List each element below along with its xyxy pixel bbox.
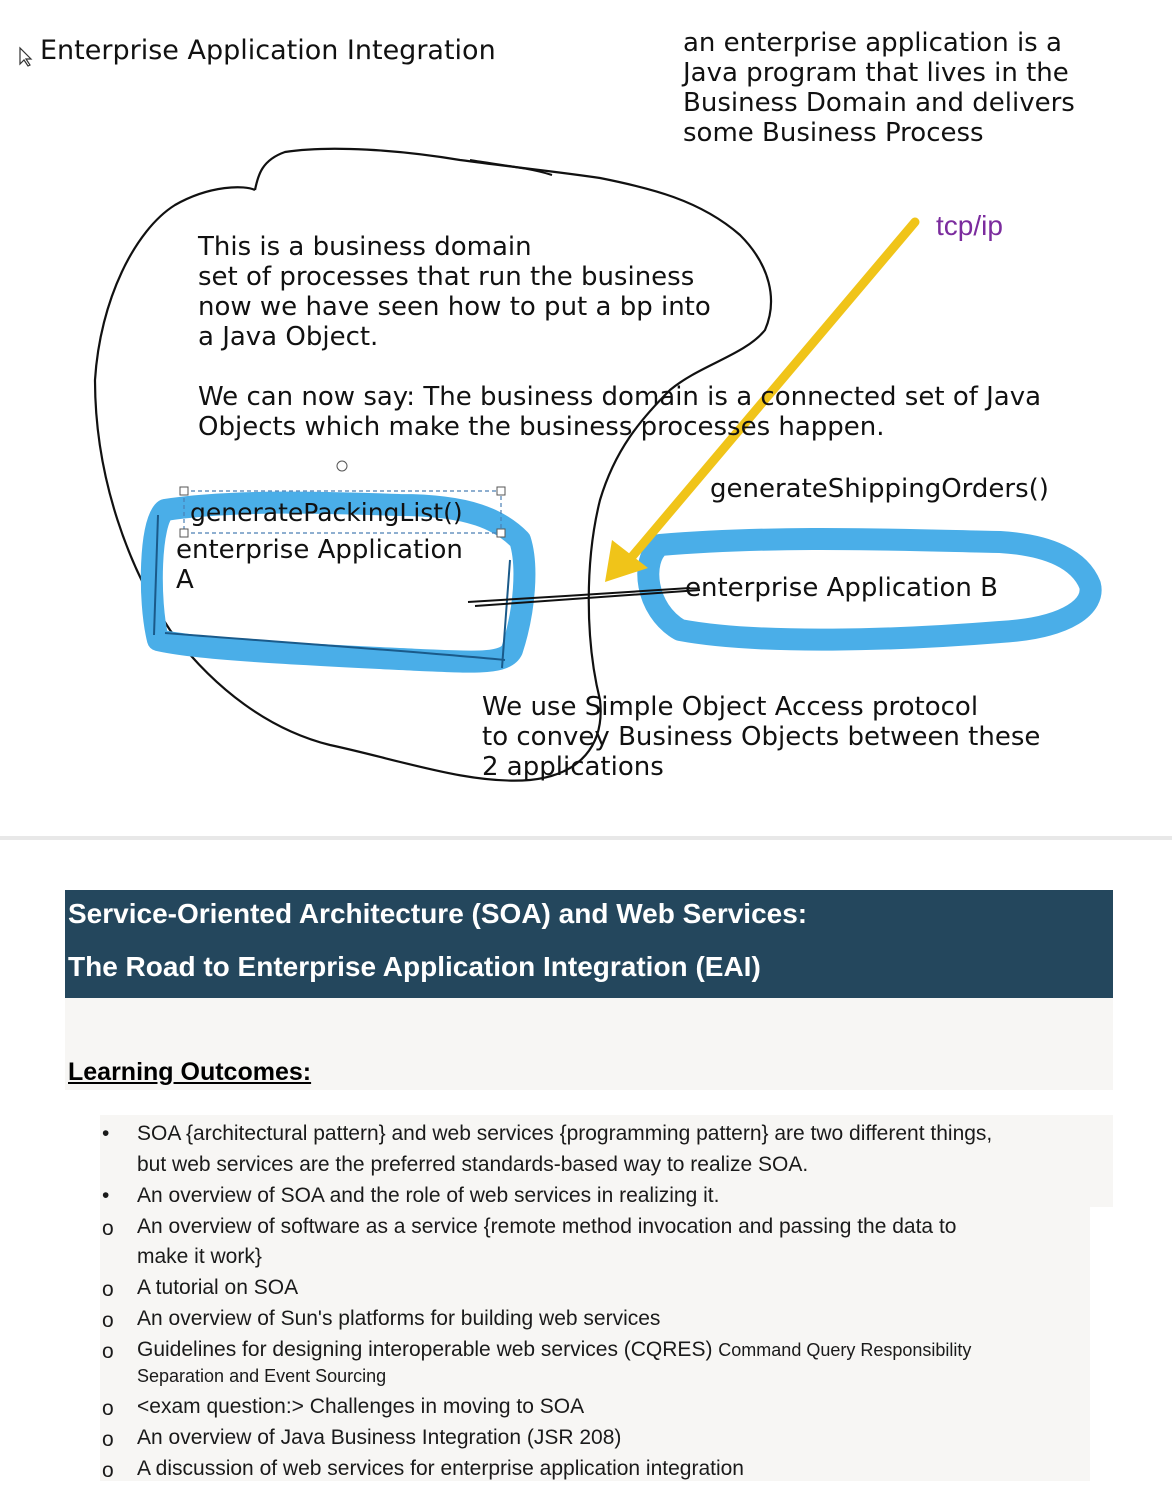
- rotate-handle: [337, 461, 347, 471]
- whiteboard-page: Enterprise Application Integration an enterprise application is a Java program that lives in the Business Domain and delivers some Business Process This is a business domain set of processes that run the business now we have seen how to put a bp into a Java Object. We can now say: The business domain is a connected set of Java Objects which make the business processes happen. tcp/ip generatePackingList() enterprise Application A generateShippingOrders() enterprise Application B We use Simple Object Access protocol to convey Business Objects between these 2 applications: [0, 0, 1172, 836]
- sub-marker: o: [102, 1428, 114, 1451]
- list-item: A discussion of web services for enterprise application integration: [137, 1457, 744, 1480]
- section-title-line2: The Road to Enterprise Application Integration (EAI): [68, 951, 761, 982]
- list-item: but web services are the preferred standards-based way to realize SOA.: [137, 1153, 809, 1176]
- learning-outcomes-heading: Learning Outcomes:: [68, 1058, 312, 1086]
- list-item: A tutorial on SOA: [137, 1276, 299, 1299]
- method-a-label[interactable]: generatePackingList(): [190, 498, 463, 527]
- section-title-line1: Service-Oriented Architecture (SOA) and Web Services:: [68, 898, 808, 929]
- cursor-icon: [20, 48, 31, 66]
- sub-marker: o: [102, 1397, 114, 1420]
- list-item: An overview of SOA and the role of web services in realizing it.: [137, 1184, 720, 1207]
- list-item: Separation and Event Sourcing: [137, 1366, 387, 1386]
- page-title: Enterprise Application Integration: [40, 35, 496, 66]
- method-b-label: generateShippingOrders(): [710, 474, 1049, 504]
- list-item: Guidelines for designing interoperable web services (CQRES) Command Query Responsibility: [137, 1338, 972, 1361]
- app-a-label-line2: A: [176, 565, 194, 595]
- section-title-block: [65, 890, 1113, 998]
- list-item: An overview of Java Business Integration (JSR 208): [137, 1426, 622, 1449]
- sub-marker: o: [102, 1459, 114, 1482]
- sub-marker: o: [102, 1278, 114, 1301]
- app-a-label-line1: enterprise Application: [176, 535, 463, 565]
- bullet-marker: •: [102, 1122, 110, 1145]
- bullet-marker: •: [102, 1184, 110, 1207]
- list-item: make it work}: [137, 1245, 262, 1268]
- sub-marker: o: [102, 1309, 114, 1332]
- list-item: An overview of software as a service {remote method invocation and passing the data to: [137, 1215, 957, 1238]
- list-item: An overview of Sun's platforms for building web services: [137, 1307, 661, 1330]
- app-b-label: enterprise Application B: [685, 573, 998, 603]
- sub-marker: o: [102, 1217, 114, 1240]
- list-item: <exam question:> Challenges in moving to SOA: [137, 1395, 585, 1418]
- sub-marker: o: [102, 1340, 114, 1363]
- page-separator: [0, 836, 1172, 840]
- tcp-label: tcp/ip: [936, 210, 1003, 241]
- list-item: SOA {architectural pattern} and web services {programming pattern} are two different things,: [137, 1122, 993, 1145]
